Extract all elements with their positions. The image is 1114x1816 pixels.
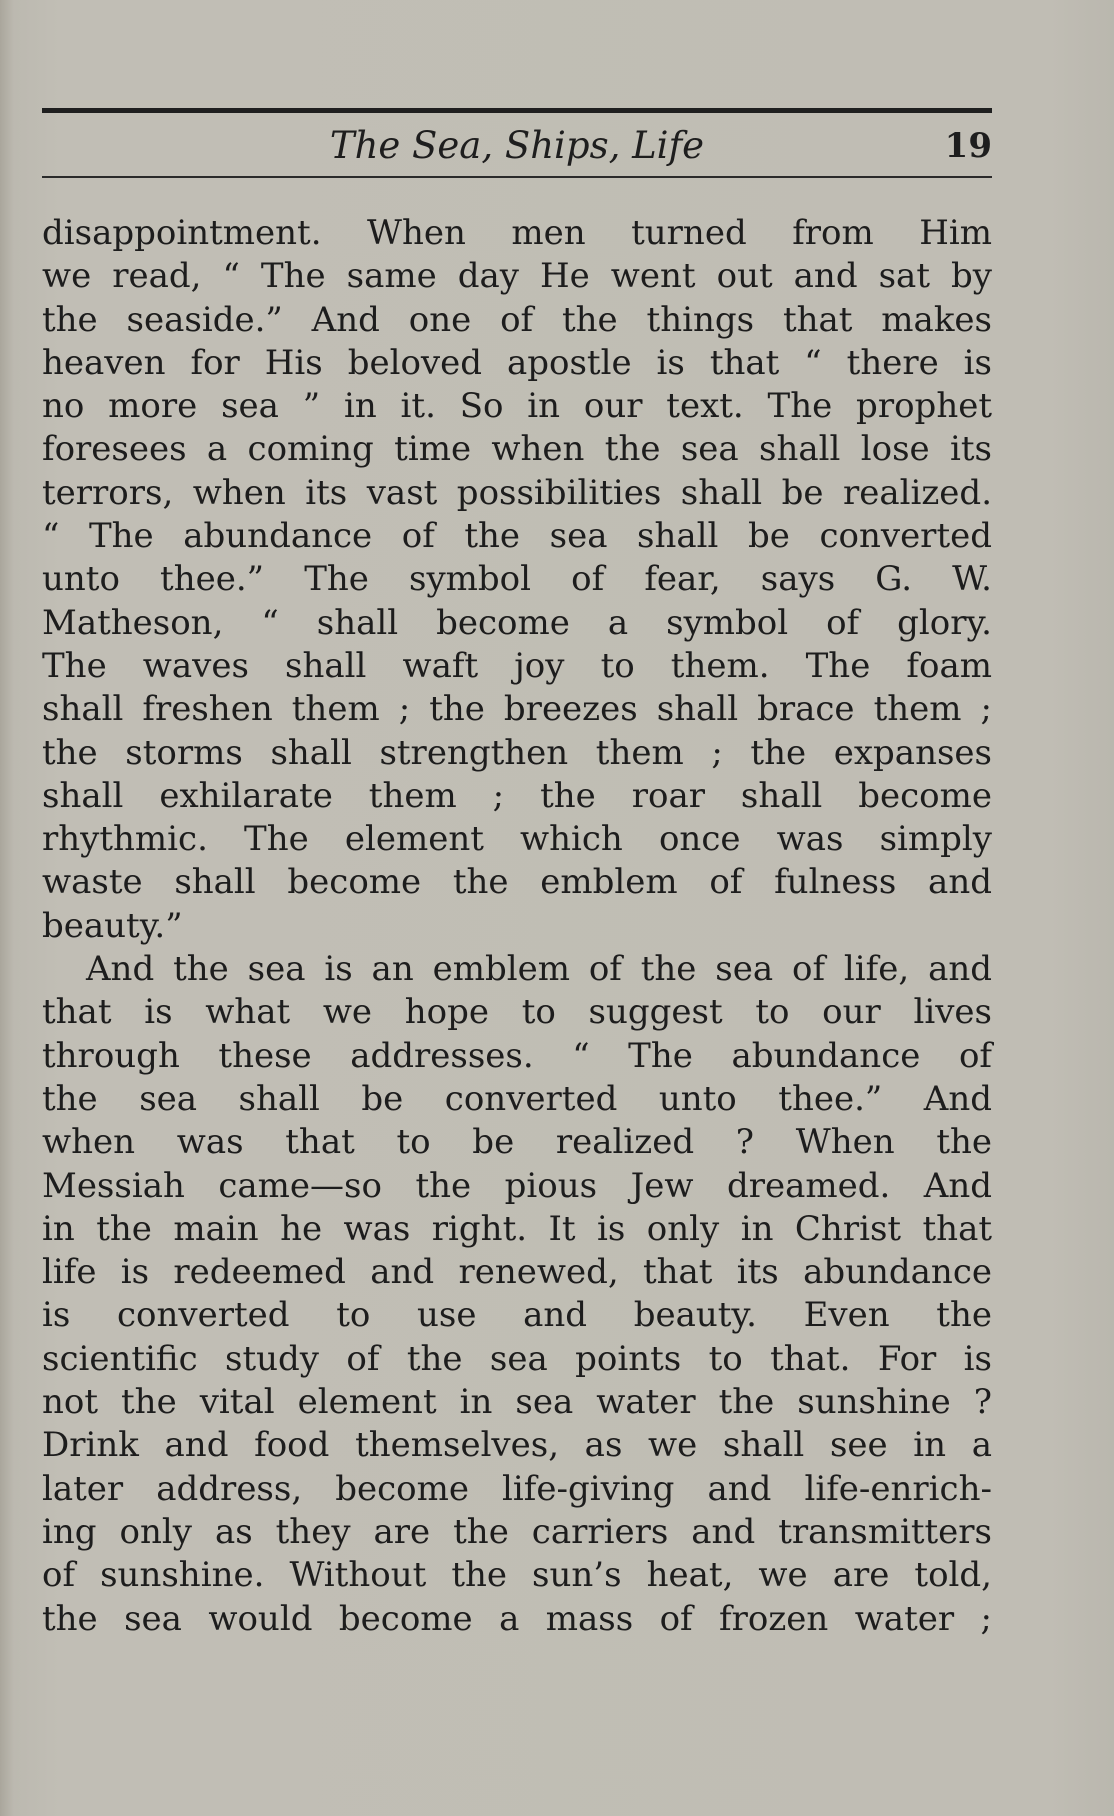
text-line: Matheson, “ shall become a symbol of glory. [42,602,992,643]
text-line: beauty.” [42,905,183,946]
text-line: the sea would become a mass of frozen water ; [42,1598,992,1639]
text-line: Drink and food themselves, as we shall see in a [42,1425,992,1466]
header-rule-top [42,108,992,113]
header-rule-bottom [42,176,992,178]
text-line: rhythmic. The element which once was simply [42,819,992,860]
text-line: shall freshen them ; the breezes shall brace them ; [42,689,992,730]
text-line: no more sea ” in it. So in our text. The prophet [42,386,992,427]
text-line: life is redeemed and renewed, that its abundance [42,1252,992,1293]
text-line: terrors, when its vast possibilities shall be realized. [42,472,992,513]
text-line: disappointment. When men turned from Him [42,213,992,253]
text-line: the storms shall strengthen them ; the expanses [42,732,992,773]
text-line: The waves shall waft joy to them. The foam [42,645,992,686]
text-line: in the main he was right. It is only in Christ that [42,1208,992,1249]
text-line: “ The abundance of the sea shall be converted [42,516,992,557]
text-line: the seaside.” And one of the things that makes [42,299,992,340]
text-line: And the sea is an emblem of the sea of life, and [86,949,992,990]
text-line: ing only as they are the carriers and transmitters [42,1511,992,1552]
text-line: the sea shall be converted unto thee.” And [42,1078,992,1119]
text-line: that is what we hope to suggest to our lives [42,992,992,1033]
text-line: unto thee.” The symbol of fear, says G. W. [42,559,992,600]
text-line: of sunshine. Without the sun’s heat, we are told, [42,1555,992,1596]
text-line: when was that to be realized ? When the [42,1122,992,1163]
running-head-title: The Sea, Ships, Life [329,124,705,167]
text-line: waste shall become the emblem of fulness and [42,862,992,903]
text-line: scientific study of the sea points to that. For is [42,1338,992,1379]
page-number: 19 [944,126,992,166]
running-head [42,118,992,174]
text-line: Messiah came—so the pious Jew dreamed. And [42,1165,992,1206]
text-line: shall exhilarate them ; the roar shall become [42,775,992,816]
text-line: foresees a coming time when the sea shall lose its [42,429,992,470]
text-line: is converted to use and beauty. Even the [42,1295,992,1336]
text-line: heaven for His beloved apostle is that “ there is [42,342,992,383]
text-line: through these addresses. “ The abundance of [42,1035,992,1076]
text-line: not the vital element in sea water the sunshine ? [42,1382,992,1423]
body-text [42,212,992,1641]
text-line: later address, become life-giving and life-enrich- [42,1468,992,1509]
text-line: we read, “ The same day He went out and sat by [42,256,992,297]
